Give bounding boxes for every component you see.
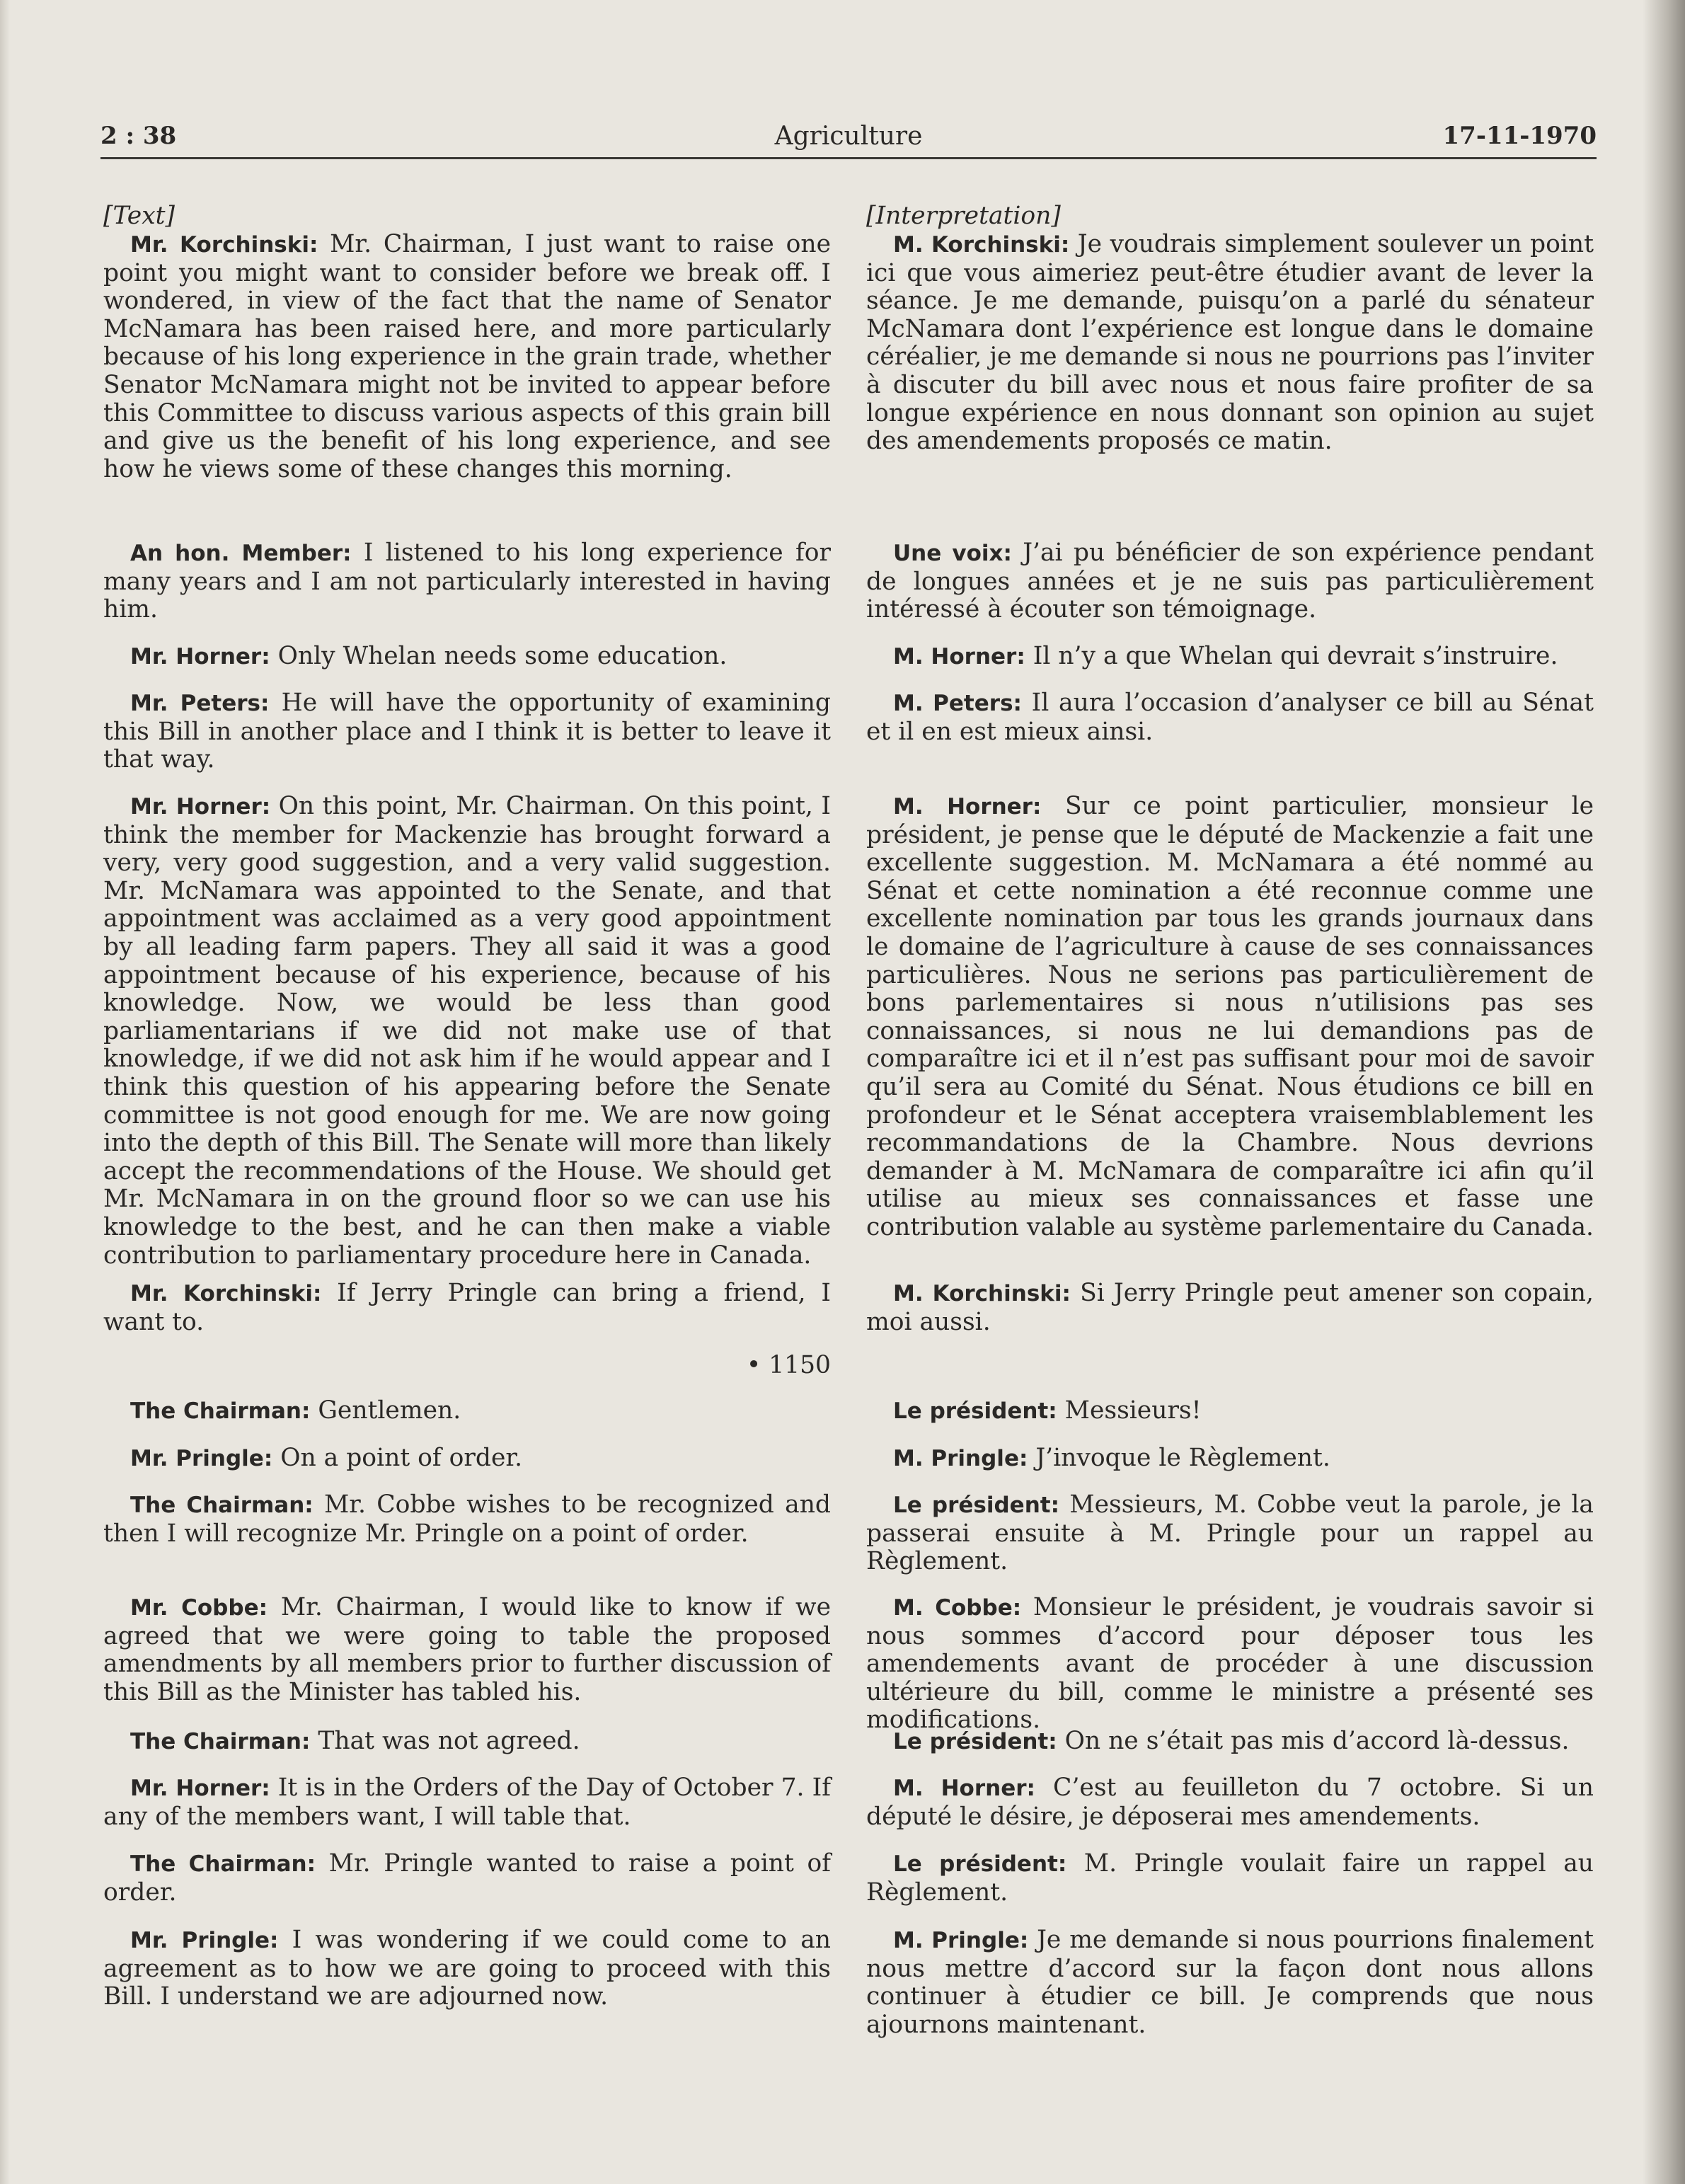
page-edge-right xyxy=(1643,0,1685,2184)
speech: Mr. Chairman, I just want to raise one point you might want to consider before we break off. I wondered, in view of the fact that the name of Senator McNamara has been raised here, and more particularly because of his long experience in the grain trade, whether Senator McNamara might not be invited to appear before this Committee to discuss various aspects of this grain bill and give us the benefit of his long experience, and see how he views some of these changes this morning. xyxy=(103,230,831,483)
speech: I was wondering if we could come to an agreement as to how we are going to proceed with this Bill. I understand we are adjourned now. xyxy=(103,1926,832,2011)
speech: If Jerry Pringle can bring a friend, I want to. xyxy=(103,1279,831,1336)
speech: Messieurs! xyxy=(1057,1396,1202,1425)
speaker: M. Peters: xyxy=(893,691,1022,716)
paragraph xyxy=(866,1397,1594,1426)
speaker: Le président: xyxy=(893,1398,1057,1424)
speaker: Mr. Korchinski: xyxy=(130,232,318,258)
speech: C’est au feuilleton du 7 octobre. Si un député le désire, je déposerai mes amendements. xyxy=(866,1774,1594,1831)
speaker: M. Horner: xyxy=(893,644,1025,669)
speaker: Mr. Horner: xyxy=(130,644,270,669)
paragraph xyxy=(103,1850,831,1907)
speaker: The Chairman: xyxy=(130,1398,311,1424)
paragraph xyxy=(866,1491,1594,1576)
paragraph xyxy=(103,689,831,774)
speaker: Le président: xyxy=(893,1729,1057,1754)
page-header xyxy=(100,122,1597,159)
paragraph xyxy=(866,231,1594,456)
speaker: M. Horner: xyxy=(893,794,1042,820)
speaker: Le président: xyxy=(893,1493,1059,1518)
speech: On ne s’était pas mis d’accord là-dessus. xyxy=(1057,1727,1570,1755)
text-tag: [Text] xyxy=(103,202,175,230)
speech: Mr. Chairman, I would like to know if we agreed that we were going to table the proposed amendments by all members prior to further discussion of this Bill as the Minister has tabled his. xyxy=(103,1593,832,1706)
speech: Sur ce point particulier, monsieur le président, je pense que le député de Mackenzie a fait une excellente suggestion. M. McNamara a été nommé au Sénat et cette nomination a été reconnue comme une excellente nomination par tous les grands journaux dans le domaine de l’agriculture à cause de ses connaissances particulières. Nous ne serions pas particulièrement de bons parlementaires si nous n’utilisions pas ses connaissances, si nous ne lui demandions pas de comparaître ici et il n’est pas suffisant pour moi de savoir qu’il sera au Comité du Sénat. Nous étudions ce bill en profondeur et le Sénat acceptera vraisemblablement les recommandations de la Chambre. Nous devrions demander à M. McNamara de comparaître ici afin qu’il utilise au mieux ses connaissances et fasse une contribution valable au système parlementaire du Canada. xyxy=(866,792,1594,1241)
paragraph xyxy=(866,689,1594,746)
paragraph xyxy=(866,1774,1594,1831)
speech: Il aura l’occasion d’analyser ce bill au Sénat et il en est mieux ainsi. xyxy=(866,689,1594,746)
speaker: Mr. Cobbe: xyxy=(130,1595,268,1621)
speech: Messieurs, M. Cobbe veut la parole, je la passerai ensuite à M. Pringle pour un rappel au Règlement. xyxy=(866,1490,1594,1576)
speaker: The Chairman: xyxy=(130,1493,314,1518)
page-title: Agriculture xyxy=(774,122,923,151)
speaker: M. Pringle: xyxy=(893,1446,1028,1471)
paragraph xyxy=(866,1594,1594,1735)
interpretation-tag: [Interpretation] xyxy=(866,202,1061,230)
speaker: The Chairman: xyxy=(130,1729,311,1754)
page-edge-left xyxy=(0,0,10,2184)
paragraph xyxy=(103,793,831,1270)
speaker: An hon. Member: xyxy=(130,541,352,566)
speech: Mr. Pringle wanted to raise a point of order. xyxy=(103,1849,831,1907)
speaker: Le président: xyxy=(893,1851,1067,1877)
paragraph xyxy=(103,231,831,483)
speech: Je me demande si nous pourrions finalement nous mettre d’accord sur la façon dont nous allons continuer à étudier ce bill. Je comprends que nous ajournons maintenant. xyxy=(866,1926,1594,2039)
paragraph xyxy=(103,1926,831,2011)
paragraph xyxy=(866,1444,1594,1473)
speech: Il n’y a que Whelan qui devrait s’instruire. xyxy=(1025,642,1558,670)
speech: Gentlemen. xyxy=(310,1396,461,1425)
paragraph xyxy=(103,1491,831,1548)
speech: On this point, Mr. Chairman. On this point, I think the member for Mackenzie has brought forward a very, very good suggestion, and a very valid suggestion. Mr. McNamara was appointed to the Senate, and that appointment was acclaimed as a very good appointment by all leading farm papers. They all said it was a good appointment because of his experience, because of his knowledge. Now, we would be less than good parliamentarians if we did not make use of that knowledge, if we did not ask him if he would appear and I think this question of his appearing before the Senate committee is not good enough for me. We are now going into the depth of this Bill. The Senate will more than likely accept the recommendations of the House. We should get Mr. McNamara in on the ground floor so we can use his knowledge to the best, and he can then make a viable contribution to parliamentary procedure here in Canada. xyxy=(103,792,831,1270)
speech: M. Pringle voulait faire un rappel au Règlement. xyxy=(866,1849,1594,1907)
paragraph xyxy=(866,1280,1594,1336)
speech: I listened to his long experience for many years and I am not particularly interested in having him. xyxy=(103,539,831,624)
speaker: Une voix: xyxy=(893,541,1012,566)
speech: Si Jerry Pringle peut amener son copain, moi aussi. xyxy=(866,1279,1594,1336)
speaker: M. Pringle: xyxy=(893,1928,1029,1953)
page-number: 2 : 38 xyxy=(100,122,177,150)
page-date: 17-11-1970 xyxy=(1442,122,1597,150)
speaker: Mr. Pringle: xyxy=(130,1446,273,1471)
speech: On a point of order. xyxy=(272,1444,523,1472)
paragraph xyxy=(103,1774,831,1831)
paragraph xyxy=(866,539,1594,624)
speech: It is in the Orders of the Day of October 7. If any of the members want, I will table that. xyxy=(103,1774,831,1831)
speaker: Mr. Pringle: xyxy=(130,1928,279,1953)
paragraph xyxy=(103,1444,831,1473)
paragraph xyxy=(866,643,1594,672)
paragraph xyxy=(103,1280,831,1336)
speaker: M. Korchinski: xyxy=(893,232,1070,258)
speaker: M. Horner: xyxy=(893,1776,1035,1801)
speech: J’ai pu bénéficier de son expérience pendant de longues années et je ne suis pas particulièrement intéressé à écouter son témoignage. xyxy=(866,539,1594,624)
speaker: Mr. Horner: xyxy=(130,1776,270,1801)
paragraph xyxy=(866,793,1594,1242)
paragraph xyxy=(103,539,831,624)
paragraph xyxy=(103,1594,831,1706)
speaker: Mr. Korchinski: xyxy=(130,1281,322,1306)
speaker: The Chairman: xyxy=(130,1851,316,1877)
speaker: M. Cobbe: xyxy=(893,1595,1022,1621)
time-marker: • 1150 xyxy=(746,1351,831,1379)
speaker: M. Korchinski: xyxy=(893,1281,1071,1306)
speech: That was not agreed. xyxy=(310,1727,580,1755)
speaker: Mr. Peters: xyxy=(130,691,270,716)
speech: Monsieur le président, je voudrais savoir si nous sommes d’accord pour déposer tous les amendements avant de procéder à une discussion ultérieure du bill, comme le ministre a présenté ses modifications. xyxy=(866,1593,1594,1735)
speech: Je voudrais simplement soulever un point ici que vous aimeriez peut-être étudier avant de lever la séance. Je me demande, puisqu’on a parlé du sénateur McNamara dont l’expérience est longue dans le domaine céréalier, je me demande si nous ne pourrions pas l’inviter à discuter du bill avec nous et nous faire profiter de sa longue expérience en nous donnant son opinion au sujet des amendements proposés ce matin. xyxy=(866,230,1594,456)
paragraph xyxy=(103,643,831,672)
speech: He will have the opportunity of examining this Bill in another place and I think it is better to leave it that way. xyxy=(103,689,832,774)
paragraph xyxy=(866,1728,1594,1757)
paragraph xyxy=(103,1397,831,1426)
paragraph xyxy=(103,1728,831,1757)
header-rule xyxy=(100,157,1597,159)
paragraph xyxy=(866,1850,1594,1907)
paragraph xyxy=(866,1926,1594,2039)
speech: Only Whelan needs some education. xyxy=(270,642,728,670)
speech: J’invoque le Règlement. xyxy=(1028,1444,1330,1472)
speech: Mr. Cobbe wishes to be recognized and then I will recognize Mr. Pringle on a point of order. xyxy=(103,1490,831,1548)
speaker: Mr. Horner: xyxy=(130,794,271,820)
